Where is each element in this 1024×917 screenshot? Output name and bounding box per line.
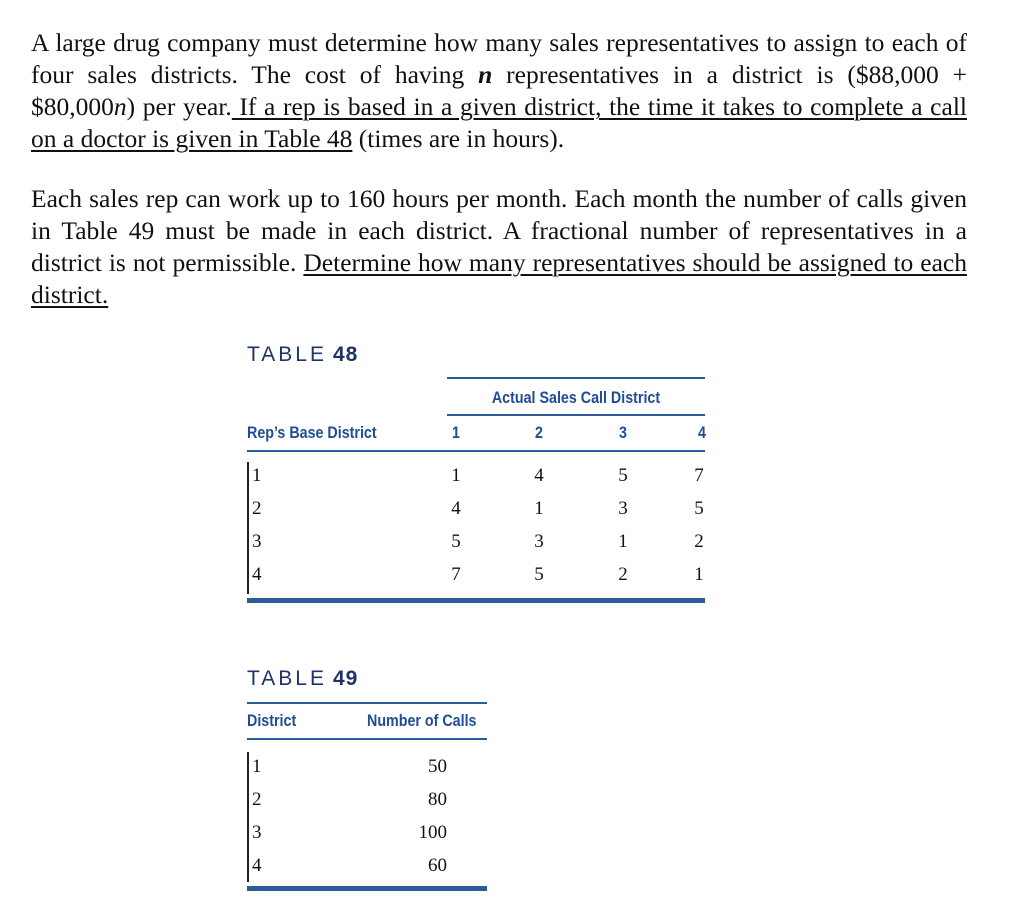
table-48-col-4: 4 (698, 423, 706, 442)
cell: 4 (451, 498, 461, 519)
table-48-row-header: Rep’s Base District (247, 423, 377, 442)
cell: 1 (618, 531, 628, 552)
cell: 1 (534, 498, 544, 519)
cell: 5 (451, 531, 461, 552)
table-49-header-rule (247, 738, 487, 740)
table-49-bottom-rule (247, 886, 487, 891)
cell: 2 (694, 531, 704, 552)
table-48-col-1: 1 (452, 423, 460, 442)
problem-paragraph-1: A large drug company must determine how many sales representatives to assign to each of four sales districts. The cost of having n representatives in a district is ($88,000 + $80,000n) per year. If a rep is based in a given district, the time it takes to complete a call on a doctor is given in Table 48 (times are in hours). (31, 28, 967, 153)
cell: 3 (618, 498, 628, 519)
row-district: 4 (252, 855, 262, 876)
cell: 80 (428, 789, 447, 810)
table-48-bottom-rule (247, 598, 705, 603)
row-district: 3 (252, 822, 262, 843)
cell: 2 (618, 564, 628, 585)
cell: 7 (451, 564, 461, 585)
cell: 4 (534, 465, 544, 486)
table-49-top-rule (247, 702, 487, 704)
problem-paragraph-2: Each sales rep can work up to 160 hours per month. Each month the number of calls given in Table 49 must be made in each district. A fractional number of representatives in a district is not permissible. Determine how many representatives should be assigned to each district. (31, 184, 967, 309)
row-district: 1 (252, 756, 262, 777)
cell: 60 (428, 855, 447, 876)
table-48-col-3: 3 (619, 423, 627, 442)
table-48-group-rule (447, 414, 705, 416)
table-49-district-header: District (247, 711, 297, 730)
row-district: 2 (252, 789, 262, 810)
cell: 5 (694, 498, 704, 519)
cell: 50 (428, 756, 447, 777)
table-48-col-2: 2 (535, 423, 543, 442)
table-49-left-border (247, 752, 249, 882)
cell: 5 (534, 564, 544, 585)
table-48-label: TABLE 48 (247, 343, 359, 366)
row-district: 2 (252, 498, 262, 519)
cell: 1 (694, 564, 704, 585)
cell: 100 (418, 822, 447, 843)
cell: 1 (451, 465, 461, 486)
row-district: 1 (252, 465, 262, 486)
cell: 7 (694, 465, 704, 486)
table-49-label: TABLE 49 (247, 667, 359, 690)
table-49-calls-header: Number of Calls (367, 711, 477, 730)
underlined-instruction-1: If a rep is based in a given district, the time it takes to complete a call on a doctor is given in Table 48 (31, 92, 967, 153)
table-48-group-header: Actual Sales Call District (491, 388, 661, 407)
row-district: 3 (252, 531, 262, 552)
table-48-header-rule (247, 450, 705, 452)
cell: 5 (618, 465, 628, 486)
table-48-left-border (247, 462, 249, 594)
row-district: 4 (252, 564, 262, 585)
table-48-top-rule (447, 377, 705, 379)
underlined-question: Determine how many representatives should be assigned to each district. (31, 248, 967, 309)
cell: 3 (534, 531, 544, 552)
